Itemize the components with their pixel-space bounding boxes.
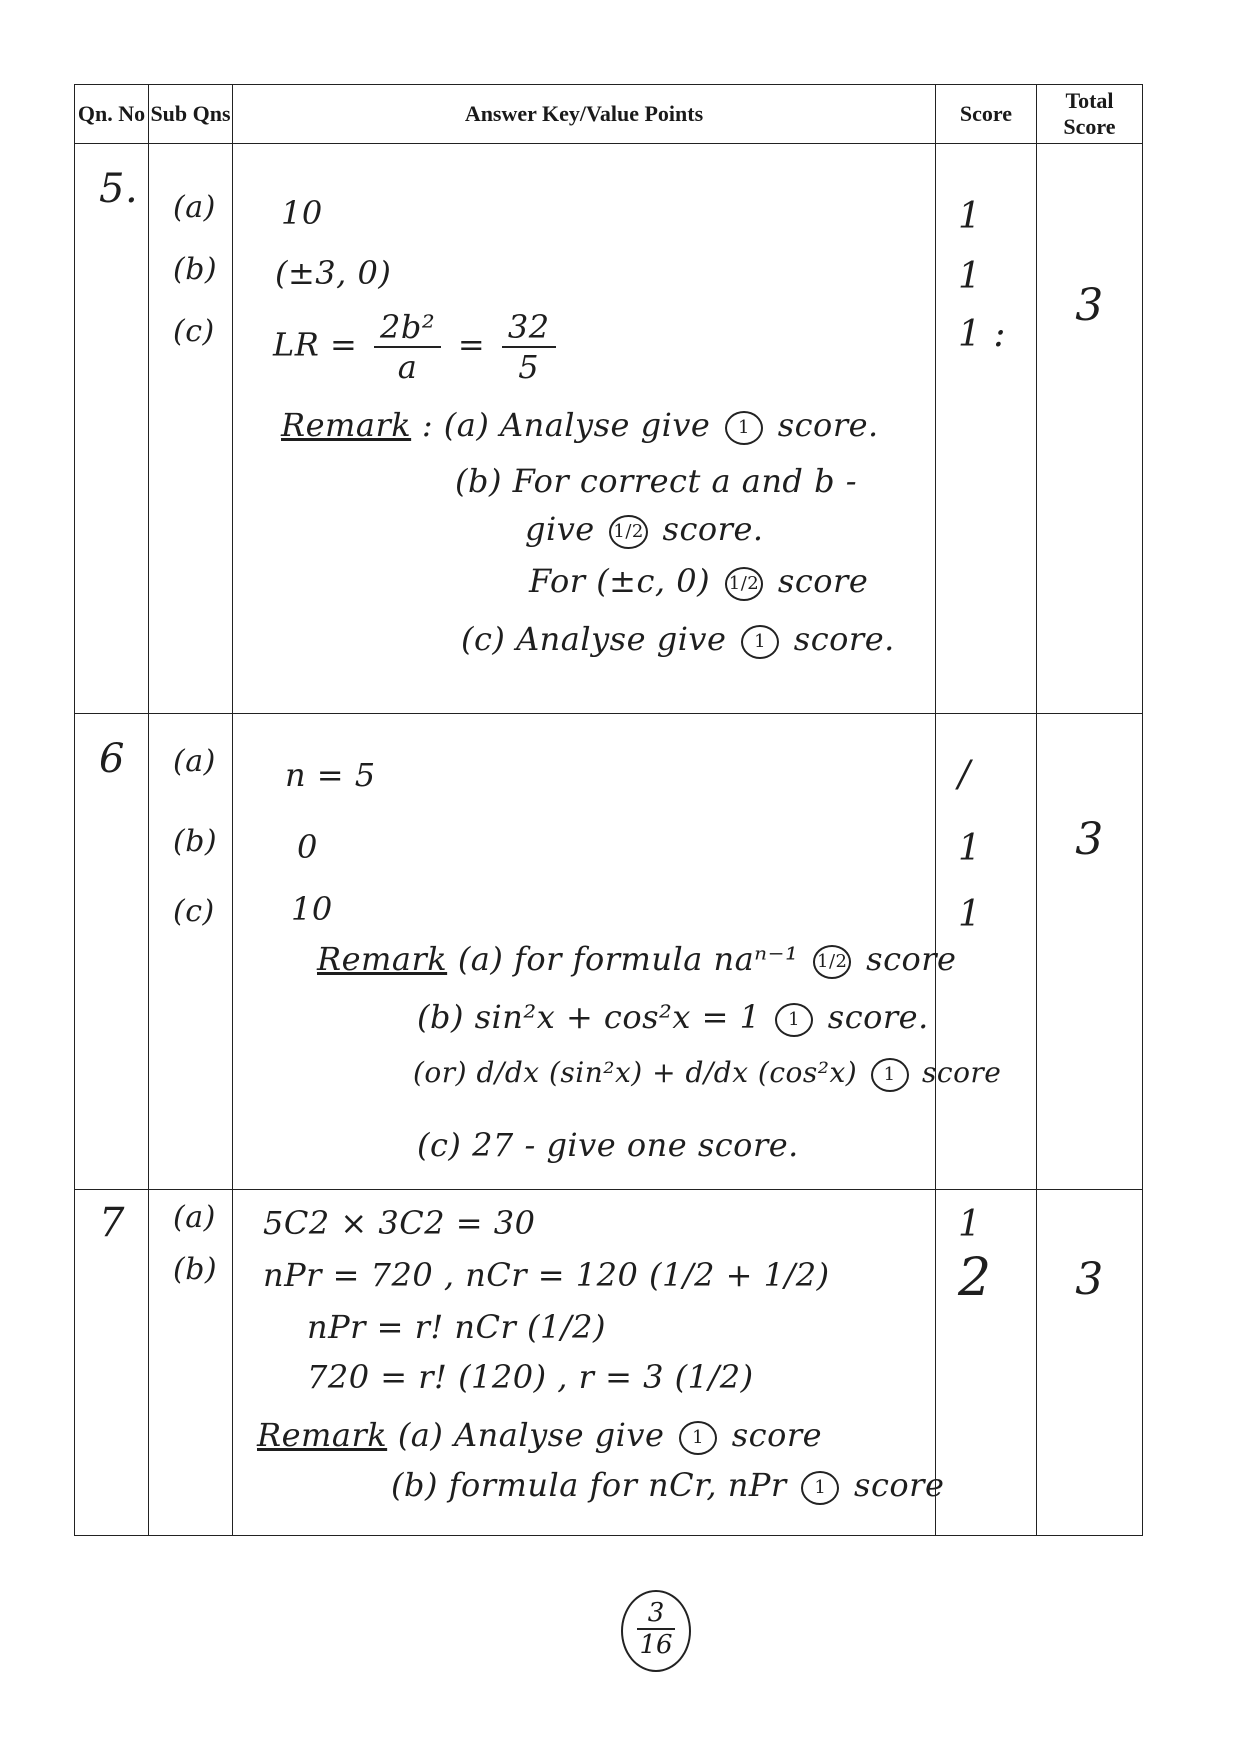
answer-points	[233, 1190, 945, 1536]
remark-text: score.	[777, 406, 879, 444]
score-value: 1	[958, 196, 982, 237]
score-value: 1	[958, 1204, 982, 1245]
fraction-denominator: a	[397, 348, 418, 386]
remark-b	[391, 1466, 944, 1505]
question-row-5	[75, 144, 1143, 714]
remark-b1: (b) For correct a and b -	[455, 462, 858, 500]
remark-text: give	[525, 510, 595, 548]
remark-label: Remark	[317, 940, 448, 978]
answer-a: 10	[281, 194, 323, 232]
sub-questions	[149, 144, 233, 714]
answer-points	[233, 144, 936, 714]
header-answer: Answer Key/Value Points	[233, 85, 936, 144]
sub-questions	[149, 1190, 233, 1536]
header-qno: Qn. No	[75, 85, 149, 144]
answer-c-prefix: LR =	[273, 325, 358, 364]
sub-questions	[149, 714, 233, 1190]
remark-c	[461, 620, 895, 659]
question-number: 5.	[75, 144, 149, 714]
remark-b2	[525, 510, 764, 549]
answer-points	[233, 714, 1002, 1190]
circled-score: 1/2	[813, 945, 851, 979]
answer-b: (±3, 0)	[275, 254, 392, 292]
score-column	[936, 144, 1037, 714]
sub-label: (a)	[173, 1200, 216, 1235]
total-score	[1037, 714, 1143, 1190]
answer-b: 0	[297, 828, 318, 866]
remark-text: score	[866, 940, 957, 978]
total-score-value: 3	[1075, 1254, 1104, 1305]
sub-label: (a)	[173, 744, 216, 779]
answer-b1: nPr = 720 , nCr = 120 (1/2 + 1/2)	[263, 1256, 830, 1294]
remark-text: For (±c, 0)	[529, 562, 711, 600]
score-column	[936, 714, 1037, 1190]
sub-label: (c)	[173, 894, 215, 929]
circled-score: 1/2	[609, 515, 647, 549]
page-number-circle	[621, 1590, 691, 1672]
circled-score: 1	[741, 625, 779, 659]
fraction	[502, 308, 556, 386]
answer-a: n = 5	[285, 756, 376, 794]
fraction-numerator: 32	[502, 308, 556, 348]
score-value: 1	[958, 894, 982, 935]
circled-score: 1	[725, 411, 763, 445]
fraction	[374, 308, 441, 386]
score-value: 1 :	[958, 314, 1006, 355]
header-total: Total Score	[1037, 85, 1143, 144]
total-score	[1037, 144, 1143, 714]
remark-text: (c) Analyse give	[461, 620, 727, 658]
answer-a: 5C2 × 3C2 = 30	[263, 1204, 536, 1242]
remark-text: score	[854, 1466, 945, 1504]
remark-text: score	[922, 1056, 1002, 1089]
header-row	[75, 85, 1143, 144]
answer-c: LR = $\frac{\text{2b²}}{a}$ = $\frac{32}{5}$	[273, 308, 562, 386]
circled-score: 1	[679, 1421, 717, 1455]
remark-label: Remark	[281, 406, 412, 444]
fraction-numerator: 2b²	[374, 308, 441, 348]
circled-score: 1	[801, 1471, 839, 1505]
total-score	[1037, 1190, 1143, 1536]
remark-text: score.	[827, 998, 929, 1036]
remark-text: (or) d/dx (sin²x) + d/dx (cos²x)	[413, 1056, 858, 1089]
remark-text: score.	[662, 510, 764, 548]
fraction-denominator: 5	[518, 348, 540, 386]
total-score-value: 3	[1075, 814, 1104, 865]
score-value: 1	[958, 256, 982, 297]
remark-b	[417, 998, 929, 1037]
remark-a	[317, 940, 956, 979]
sub-label: (b)	[173, 824, 218, 859]
answer-key-table	[74, 84, 1143, 1536]
header-score: Score	[936, 85, 1037, 144]
score-value: /	[958, 754, 971, 795]
remark-text: score.	[793, 620, 895, 658]
remark-or	[413, 1056, 1001, 1092]
remark-text: : (a) Analyse give	[421, 406, 711, 444]
remark-c: (c) 27 - give one score.	[417, 1126, 799, 1164]
page-number: 3	[637, 1598, 675, 1630]
circled-score: 1	[775, 1003, 813, 1037]
score-value: 1	[958, 828, 982, 869]
remark-a	[257, 1416, 822, 1455]
sub-label: (a)	[173, 190, 216, 225]
remark-text: (a) Analyse give	[397, 1416, 665, 1454]
answer-b2: nPr = r! nCr (1/2)	[307, 1308, 606, 1346]
page-total: 16	[639, 1630, 673, 1660]
sub-label: (b)	[173, 1252, 218, 1287]
remark-label: Remark	[257, 1416, 388, 1454]
question-row-7	[75, 1190, 1143, 1536]
remark-a	[281, 406, 879, 445]
remark-text: (a) for formula naⁿ⁻¹	[457, 940, 799, 978]
circled-score: 1/2	[725, 567, 763, 601]
remark-text: (b) formula for nCr, nPr	[391, 1466, 787, 1504]
question-row-6	[75, 714, 1143, 1190]
score-value: 2	[958, 1248, 992, 1308]
remark-text: (b) sin²x + cos²x = 1	[417, 998, 761, 1036]
question-number: 6	[75, 714, 149, 1190]
remark-text: score	[731, 1416, 823, 1454]
header-sub: Sub Qns	[149, 85, 233, 144]
circled-score: 1	[871, 1058, 909, 1092]
answer-b3: 720 = r! (120) , r = 3 (1/2)	[307, 1358, 754, 1396]
question-number: 7	[75, 1190, 149, 1536]
total-score-value: 3	[1075, 280, 1104, 331]
score-column	[936, 1190, 1037, 1536]
remark-b3	[529, 562, 868, 601]
sub-label: (b)	[173, 252, 218, 287]
sub-label: (c)	[173, 314, 215, 349]
remark-text: score	[777, 562, 869, 600]
answer-c: 10	[291, 890, 333, 928]
